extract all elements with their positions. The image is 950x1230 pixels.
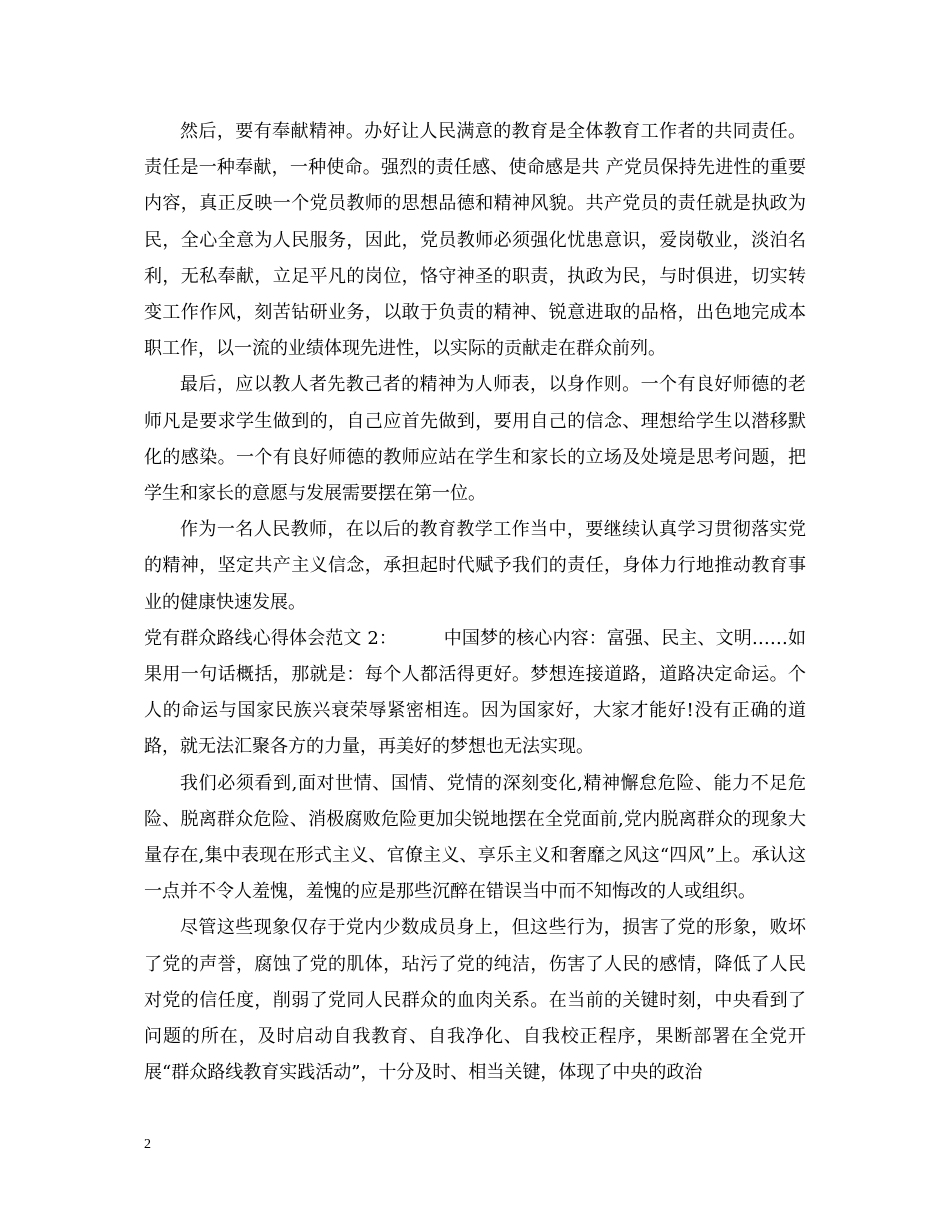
section-heading: 党有群众路线心得体会范文 2： — [144, 627, 398, 649]
paragraph-2: 最后，应以教人者先教己者的精神为人师表，以身作则。一个有良好师德的老师凡是要求学生做到的，自己应首先做到，要用自己的信念、理想给学生以潜移默化的感染。一个有良好师德的教师应站在学生和家长的立场及处境是思考问题，把学生和家长的意愿与发展需要摆在第一位。 — [144, 374, 806, 505]
paragraph-4 — [144, 621, 806, 766]
paragraph-5: 我们必须看到,面对世情、国情、党情的深刻变化,精神懈怠危险、能力不足危险、脱离群众危险、消极腐败危险更加尖锐地摆在全党面前,党内脱离群众的现象大量存在,集中表现在形式主义、官僚主义、享乐主义和奢靡之风这“四风”上。承认这一点并不令人羞愧，羞愧的应是那些沉醉在错误当中而不知悔改的人或组织。 — [144, 772, 806, 903]
page-number: 2 — [144, 1137, 151, 1152]
paragraph-1: 然后，要有奉献精神。办好让人民满意的教育是全体教育工作者的共同责任。责任是一种奉献，一种使命。强烈的责任感、使命感是共 产党员保持先进性的重要内容，真正反映一个党员教师的思想品德和精神风貌。共产党员的责任就是执政为民，全心全意为人民服务，因此，党员教师必须强化忧患意识，爱岗敬业，淡泊名利，无私奉献，立足平凡的岗位，恪守神圣的职责，执政为民，与时俱进，切实转变工作作风，刻苦钻研业务，以敢于负责的精神、锐意进取的品格，出色地完成本职工作，以一流的业绩体现先进性，以实际的贡献走在群众前列。 — [144, 121, 806, 360]
document-page — [144, 114, 806, 1091]
paragraph-6: 尽管这些现象仅存于党内少数成员身上，但这些行为，损害了党的形象，败坏了党的声誉，腐蚀了党的肌体，玷污了党的纯洁，伤害了人民的感情，降低了人民对党的信任度，削弱了党同人民群众的血肉关系。在当前的关键时刻，中央看到了问题的所在，及时启动自我教育、自我净化、自我校正程序，果断部署在全党开展“群众路线教育实践活动”，十分及时、相当关键，体现了中央的政治 — [144, 917, 806, 1084]
paragraph-3: 作为一名人民教师，在以后的教育教学工作当中，要继续认真学习贯彻落实党的精神，坚定共产主义信念，承担起时代赋予我们的责任，身体力行地推动教育事业的健康快速发展。 — [144, 519, 806, 613]
paragraph-4-body: 中国梦的核心内容：富强、民主、文明……如果用一句话概括，那就是：每个人都活得更好。梦想连接道路，道路决定命运。个人的命运与国家民族兴衰荣辱紧密相连。因为国家好，大家才能好!没有正确的道路，就无法汇聚各方的力量，再美好的梦想也无法实现。 — [144, 627, 806, 758]
